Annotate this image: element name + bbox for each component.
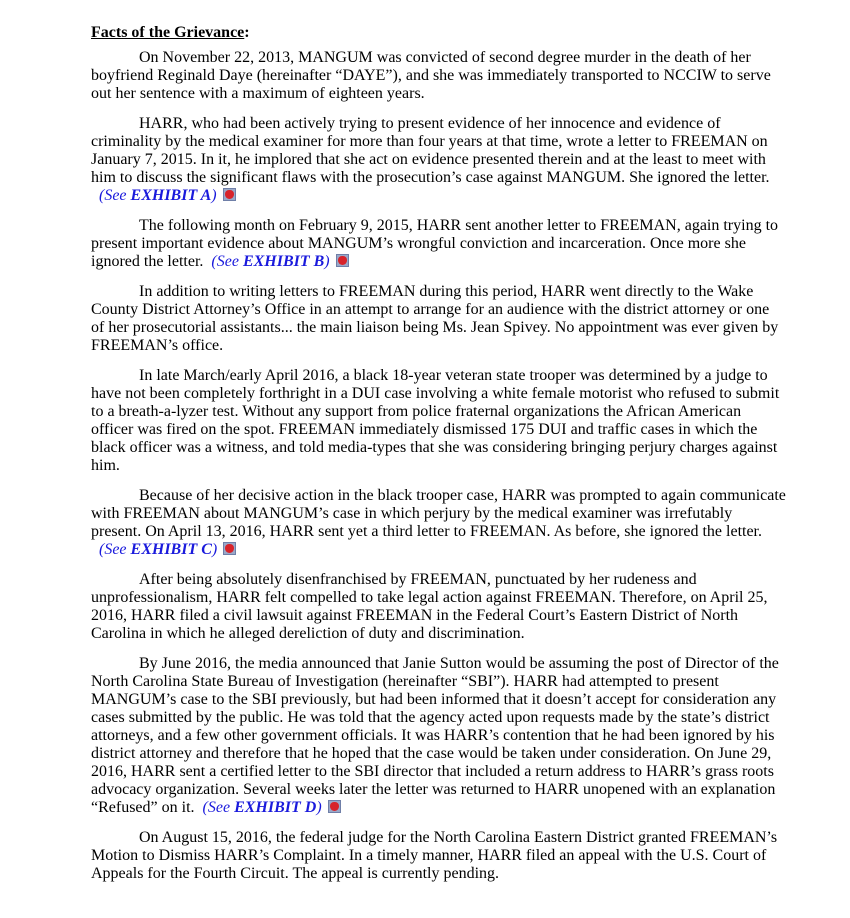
exhibit-b-attachment-icon[interactable]: B <box>336 254 349 267</box>
exhibit-b-link[interactable]: (See EXHIBIT B) <box>211 253 330 270</box>
paragraph-trooper-case: In late March/early April 2016, a black 18-year veteran state trooper was determined by a judge to have not been completely forthright in a DUI case involving a white female motorist who refused to submit to a breath-a-lyzer test. Without any support from police fraternal organizations the African American officer was fired on the spot. FREEMAN immediately dismissed 175 DUI and traffic cases in which the black officer was a witness, and told media-types that she was considering bringing perjury charges against him. <box>91 367 780 474</box>
paragraph-sbi: By June 2016, the media announced that Janie Sutton would be assuming the post of Director of the North Carolina State Bureau of Investigation (hereinafter “SBI”). HARR had attempted to present MANGUM’s case to the SBI previously, but had been informed that it doesn’t accept for consideration any cases submitted by the public. He was told that the agency acted upon requests made by the state’s district attorneys, and a few other government officials. It was HARR’s contention that he had been ignored by his district attorney and therefore that he hoped that the case would be taken under consideration. On June 29, 2016, HARR sent a certified letter to the SBI director that included a return address to HARR’s grass roots advocacy organization. Several weeks later the letter was returned to HARR unopened with an explanation “Refused” on it. (See EXHIBIT D) D <box>91 655 779 816</box>
exhibit-c-attachment-icon[interactable]: C <box>223 542 236 555</box>
paragraph-first-letter: HARR, who had been actively trying to present evidence of her innocence and evidence of criminality by the medical examiner for more than four years at that time, wrote a letter to FREEMAN on January 7, 2015. In it, he implored that she act on evidence presented therein and at the least to meet with him to discuss the significant flaws with the prosecution’s case against MANGUM. She ignored the letter.(See EXHIBIT A) A <box>91 115 770 204</box>
exhibit-a-attachment-icon[interactable]: A <box>223 188 236 201</box>
exhibit-d-link[interactable]: (See EXHIBIT D) <box>202 799 322 816</box>
exhibit-d-attachment-icon[interactable]: D <box>328 800 341 813</box>
section-heading-text: Facts of the Grievance <box>91 24 245 41</box>
exhibit-c-link[interactable]: (See EXHIBIT C) <box>99 541 218 558</box>
paragraph-second-letter: The following month on February 9, 2015, HARR sent another letter to FREEMAN, again trying to present important evidence about MANGUM’s wrongful conviction and incarceration. Once more she ignored the letter. (See EXHIBIT B) B <box>91 217 779 270</box>
paragraph-da-office: In addition to writing letters to FREEMAN during this period, HARR went directly to the Wake County District Attorney’s Office in an attempt to arrange for an audience with the district attorney or one of her prosecutorial assistants... the main liaison being Ms. Jean Spivey. No appointment was ever given by FREEMAN’s office. <box>91 283 779 354</box>
paragraph-conviction: On November 22, 2013, MANGUM was convicted of second degree murder in the death of her boyfriend Reginald Daye (hereinafter “DAYE”), and she was immediately transported to NCCIW to serve out her sentence with a maximum of eighteen years. <box>91 49 771 102</box>
paragraph-appeal: On August 15, 2016, the federal judge for the North Carolina Eastern District granted FREEMAN’s Motion to Dismiss HARR’s Complaint. In a timely manner, HARR filed an appeal with the U.S. Court of Appeals for the Fourth Circuit. The appeal is currently pending. <box>91 829 778 882</box>
paragraph-lawsuit: After being absolutely disenfranchised by FREEMAN, punctuated by her rudeness and unprofessionalism, HARR felt compelled to take legal action against FREEMAN. Therefore, on April 25, 2016, HARR filed a civil lawsuit against FREEMAN in the Federal Court’s Eastern District of North Carolina in which he alleged dereliction of duty and discrimination. <box>91 571 768 642</box>
section-heading: Facts of the Grievance: <box>91 24 250 41</box>
paragraph-third-letter: Because of her decisive action in the black trooper case, HARR was prompted to again communicate with FREEMAN about MANGUM’s case in which perjury by the medical examiner was irrefutably present. On April 13, 2016, HARR sent yet a third letter to FREEMAN. As before, she ignored the letter.(See EXHIBIT C) C <box>91 487 786 558</box>
exhibit-a-link[interactable]: (See EXHIBIT A) <box>99 187 217 204</box>
